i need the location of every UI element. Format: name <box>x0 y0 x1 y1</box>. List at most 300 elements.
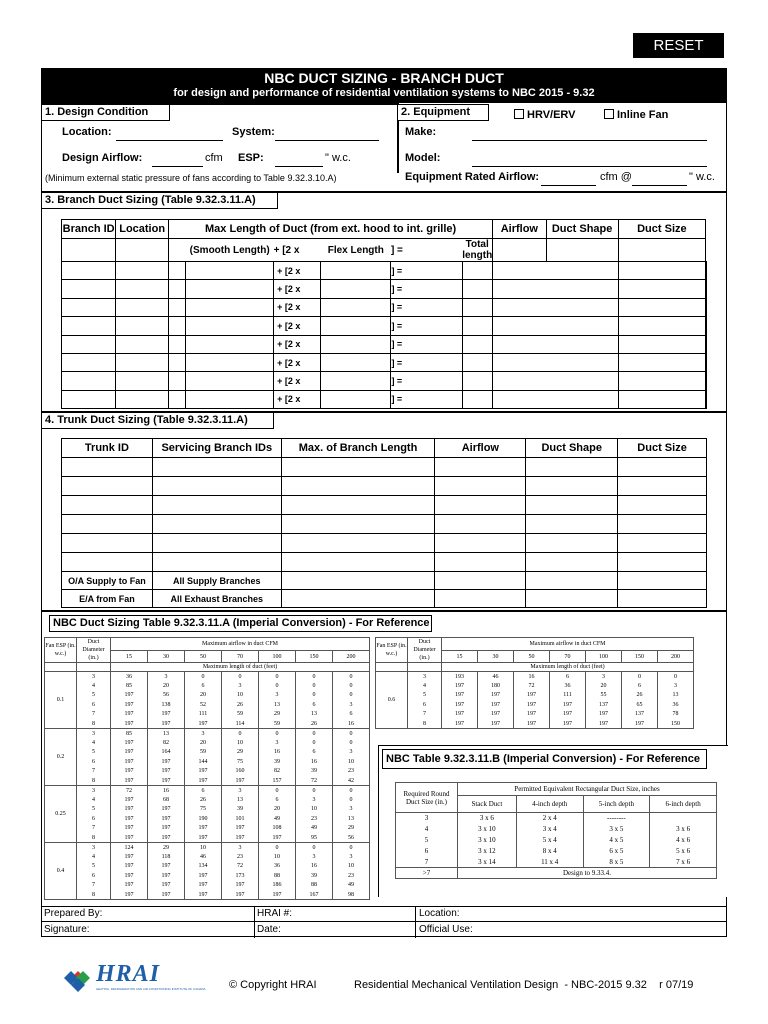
ref-a-cell: 197 <box>185 776 222 786</box>
trunk-cell[interactable] <box>435 458 526 477</box>
ref-b-cell: 3 x 12 <box>458 846 517 857</box>
smooth-length-cell[interactable] <box>186 335 274 353</box>
flex-length-cell[interactable] <box>321 280 391 298</box>
trunk-cell[interactable] <box>435 553 526 572</box>
total-length-cell[interactable] <box>462 335 493 353</box>
smooth-length-cell[interactable] <box>186 353 274 371</box>
ref-a-cell: 3 <box>77 729 111 739</box>
branch-size-cell[interactable] <box>706 298 707 316</box>
header-duct-size: Duct Size <box>618 220 705 239</box>
ref-a-cell: 0 <box>259 672 296 682</box>
ref-a-cell: 20 <box>259 805 296 815</box>
ref-a-cell: 197 <box>148 890 185 900</box>
trunk-oa-shape[interactable] <box>526 572 618 590</box>
ref-a-cell: 164 <box>148 748 185 758</box>
ref-a-cell: 49 <box>296 824 333 834</box>
ref-a-cell: 137 <box>622 710 658 720</box>
ref-a-cell: 95 <box>296 833 333 843</box>
ref-a-cell: 197 <box>586 710 622 720</box>
branch-size-cell[interactable] <box>706 353 707 371</box>
ref-a-cell: 197 <box>442 700 478 710</box>
ref-a-cell: 6 <box>408 700 442 710</box>
ref-a-cell: 29 <box>333 824 370 834</box>
ref-a-cell: 49 <box>259 814 296 824</box>
ref-a-cell: 197 <box>111 805 148 815</box>
ref-a-cell: 3 <box>222 681 259 691</box>
smooth-length-cell[interactable] <box>186 372 274 390</box>
ref-a-cell: 197 <box>111 881 148 891</box>
make-field[interactable] <box>472 140 707 141</box>
branch-size-cell[interactable] <box>706 390 707 408</box>
ref-a-cell: 16 <box>148 786 185 796</box>
ref-a-cell: 82 <box>148 738 185 748</box>
ref-table-b <box>395 782 717 879</box>
ref-a-cell: 5 <box>77 862 111 872</box>
branch-id-cell[interactable] <box>62 298 116 316</box>
model-label: Model: <box>405 152 441 164</box>
ref-a-cell: 197 <box>478 700 514 710</box>
rated-airflow-field[interactable] <box>541 185 596 186</box>
trunk-oa-length[interactable] <box>281 572 435 590</box>
ref-a-cfm-header: 50 <box>514 651 550 663</box>
ref-a-cell: 10 <box>333 862 370 872</box>
branch-id-cell[interactable] <box>62 317 116 335</box>
ref-a-cell: 0 <box>333 681 370 691</box>
subheader-smooth: (Smooth Length) <box>186 239 274 262</box>
ref-a-cell: 0 <box>333 786 370 796</box>
trunk-cell[interactable] <box>526 534 618 553</box>
trunk-oa-size[interactable] <box>618 572 707 590</box>
ref-a-cell: 39 <box>259 757 296 767</box>
branch-id-cell[interactable] <box>62 335 116 353</box>
duct-sizing-form <box>41 68 727 937</box>
trunk-cell[interactable] <box>281 515 435 534</box>
ref-a-cell: 0 <box>296 681 333 691</box>
trunk-cell[interactable] <box>526 458 618 477</box>
location-label: Location: <box>62 126 112 138</box>
trunk-cell[interactable] <box>435 496 526 515</box>
branch-shape-cell[interactable] <box>618 390 705 408</box>
esp-note: (Minimum external static pressure of fans according to Table 9.32.3.10.A) <box>45 173 337 183</box>
hrv-option[interactable] <box>514 109 576 121</box>
inline-fan-option[interactable] <box>604 109 668 121</box>
ref-a-cell: 0 <box>185 672 222 682</box>
ref-a-cell: 85 <box>111 681 148 691</box>
plus-two-cell: + [2 x <box>274 317 321 335</box>
trunk-cell[interactable] <box>526 515 618 534</box>
ref-a-cell: 16 <box>296 862 333 872</box>
ref-a-cell: 197 <box>478 719 514 729</box>
ref-a-cell: 36 <box>111 672 148 682</box>
branch-airflow-cell[interactable] <box>493 353 619 371</box>
trunk-cell[interactable] <box>62 477 153 496</box>
doc-reference: Residential Mechanical Ventilation Design - NBC-2015 9.32 r 07/19 <box>354 979 694 991</box>
ref-b-design-to: Design to 9.33.4. <box>458 868 717 879</box>
ref-a-cell: 197 <box>550 700 586 710</box>
branch-location-cell[interactable] <box>116 390 169 408</box>
ref-a-cell: 197 <box>148 824 185 834</box>
ref-a-cell: 3 <box>296 795 333 805</box>
branch-airflow-cell[interactable] <box>493 280 619 298</box>
ref-table-a-left <box>44 637 370 900</box>
system-field[interactable] <box>275 140 379 141</box>
ref-a-cell: 197 <box>148 757 185 767</box>
ref-a-cell: 0 <box>333 672 370 682</box>
branch-shape-cell[interactable] <box>618 298 705 316</box>
trunk-cell[interactable] <box>281 496 435 515</box>
trunk-cell[interactable] <box>526 496 618 515</box>
ref-a-cell: 10 <box>222 738 259 748</box>
ref-a-length-header: Maximum length of duct (feet) <box>442 663 694 672</box>
ref-a-cell: 3 <box>259 691 296 701</box>
flex-length-cell[interactable] <box>321 353 391 371</box>
trunk-cell[interactable] <box>152 477 281 496</box>
ref-a-cell: 39 <box>222 805 259 815</box>
branch-blank-cell <box>169 298 186 316</box>
esp-field[interactable] <box>275 166 323 167</box>
ref-a-cell: 3 <box>222 843 259 853</box>
ref-a-cell: 197 <box>478 691 514 701</box>
ref-b-cell: 3 x 6 <box>458 813 517 824</box>
ref-a-cell: 39 <box>296 871 333 881</box>
ref-a-cell: 197 <box>111 862 148 872</box>
ref-a-row <box>45 881 370 891</box>
ref-a-cell: 197 <box>442 691 478 701</box>
inline-fan-checkbox[interactable] <box>604 109 614 119</box>
ref-a-cell: 6 <box>77 700 111 710</box>
flex-length-cell[interactable] <box>321 390 391 408</box>
ref-a-cell: 16 <box>259 748 296 758</box>
trunk-cell[interactable] <box>152 496 281 515</box>
branch-shape-cell[interactable] <box>618 372 705 390</box>
trunk-ea-shape[interactable] <box>526 590 618 608</box>
ref-a-cell: 26 <box>622 691 658 701</box>
ref-a-cell: 150 <box>658 719 694 729</box>
cfm-unit: cfm <box>205 152 223 164</box>
ref-a-cell: 193 <box>442 672 478 682</box>
plus-two-cell: + [2 x <box>274 280 321 298</box>
ref-b-row <box>396 846 717 857</box>
branch-row <box>62 372 707 390</box>
branch-size-cell[interactable] <box>706 280 707 298</box>
ref-a-cell: 197 <box>442 719 478 729</box>
trunk-cell[interactable] <box>618 553 707 572</box>
total-length-cell[interactable] <box>462 372 493 390</box>
total-length-cell[interactable] <box>462 353 493 371</box>
ref-a-cell: 23 <box>296 814 333 824</box>
smooth-length-cell[interactable] <box>186 262 274 280</box>
branch-row <box>62 335 707 353</box>
trunk-cell[interactable] <box>618 477 707 496</box>
ref-a-cell: 3 <box>77 672 111 682</box>
ref-a-cell: 3 <box>296 852 333 862</box>
equals-cell: ] = <box>391 372 462 390</box>
ref-a-cell: 0 <box>333 795 370 805</box>
system-label: System: <box>232 126 275 138</box>
ref-a-row <box>45 862 370 872</box>
ref-a-cell: 197 <box>550 710 586 720</box>
smooth-length-cell[interactable] <box>186 317 274 335</box>
trunk-ea-length[interactable] <box>281 590 435 608</box>
ref-a-cell: 197 <box>111 691 148 701</box>
ref-b-cell: 7 <box>396 857 458 868</box>
ref-a-cell: 197 <box>111 871 148 881</box>
ref-a-cell: 46 <box>478 672 514 682</box>
branch-airflow-cell[interactable] <box>493 317 619 335</box>
ref-a-cell: 197 <box>148 881 185 891</box>
ref-a-cell: 137 <box>586 700 622 710</box>
trunk-cell[interactable] <box>281 553 435 572</box>
ref-a-cell: 0 <box>333 691 370 701</box>
ref-a-cfm-header: 15 <box>442 651 478 663</box>
ref-a-cell: 56 <box>333 833 370 843</box>
trunk-cell[interactable] <box>152 553 281 572</box>
ref-a-cell: 26 <box>185 795 222 805</box>
trunk-cell[interactable] <box>281 477 435 496</box>
flex-length-cell[interactable] <box>321 298 391 316</box>
ref-b-cell: 8 x 4 <box>516 846 583 857</box>
ref-a-esp-cell: 0.6 <box>376 672 408 729</box>
ref-a-cell: 23 <box>333 767 370 777</box>
ref-a-cell: 197 <box>148 814 185 824</box>
cfm-at-label: cfm @ <box>600 171 632 183</box>
branch-id-cell[interactable] <box>62 280 116 298</box>
ref-a-cell: 197 <box>111 824 148 834</box>
ref-a-cell: 7 <box>77 824 111 834</box>
branch-shape-cell[interactable] <box>618 262 705 280</box>
design-airflow-field[interactable] <box>152 166 203 167</box>
ref-a-cell: 4 <box>77 852 111 862</box>
ref-a-row <box>45 672 370 682</box>
ref-a-cell: 3 <box>185 729 222 739</box>
trunk-cell[interactable] <box>281 458 435 477</box>
trunk-cell[interactable] <box>152 458 281 477</box>
ref-a-cell: 36 <box>550 681 586 691</box>
total-length-cell[interactable] <box>462 317 493 335</box>
ref-a-row <box>45 805 370 815</box>
branch-id-cell[interactable] <box>62 353 116 371</box>
ref-a-cell: 197 <box>148 710 185 720</box>
ref-a-cell: 0 <box>296 738 333 748</box>
ref-a-cell: 13 <box>296 710 333 720</box>
ref-b-col-4in: 4-inch depth <box>516 796 583 813</box>
smooth-length-cell[interactable] <box>186 390 274 408</box>
branch-size-cell[interactable] <box>706 335 707 353</box>
branch-shape-cell[interactable] <box>618 353 705 371</box>
ref-a-cell: 197 <box>148 719 185 729</box>
ref-a-cell: 52 <box>185 700 222 710</box>
smooth-length-cell[interactable] <box>186 280 274 298</box>
rated-airflow-label: Equipment Rated Airflow: <box>405 171 540 183</box>
ref-a-cell: 0 <box>296 786 333 796</box>
trunk-ea-airflow[interactable] <box>435 590 526 608</box>
ref-a-cell: 55 <box>586 691 622 701</box>
ref-b-required-header: Required Round Duct Size (in.) <box>396 783 458 813</box>
ref-a-cell: 13 <box>222 795 259 805</box>
ref-a-cell: 59 <box>222 710 259 720</box>
section-equipment: 2. Equipment <box>397 104 489 121</box>
branch-location-cell[interactable] <box>116 335 169 353</box>
ref-b-cell: 6 <box>396 846 458 857</box>
ref-a-cell: 197 <box>442 710 478 720</box>
trunk-cell[interactable] <box>281 534 435 553</box>
rated-esp-field[interactable] <box>632 185 687 186</box>
branch-location-cell[interactable] <box>116 372 169 390</box>
location-field[interactable] <box>116 140 223 141</box>
ref-a-cell: 13 <box>333 814 370 824</box>
ref-a-row <box>45 814 370 824</box>
ref-b-cell: -------- <box>583 813 650 824</box>
branch-shape-cell[interactable] <box>618 280 705 298</box>
flex-length-cell[interactable] <box>321 317 391 335</box>
ref-a-cell: 26 <box>222 700 259 710</box>
ref-a-cell: 13 <box>658 691 694 701</box>
branch-id-cell[interactable] <box>62 390 116 408</box>
ref-a-cell: 29 <box>259 710 296 720</box>
branch-shape-cell[interactable] <box>618 335 705 353</box>
branch-location-cell[interactable] <box>116 262 169 280</box>
branch-size-cell[interactable] <box>706 262 707 280</box>
trunk-cell[interactable] <box>526 553 618 572</box>
trunk-oa-airflow[interactable] <box>435 572 526 590</box>
trunk-header-airflow: Airflow <box>435 439 526 458</box>
ref-a-cell: 111 <box>550 691 586 701</box>
ref-a-cell: 4 <box>77 738 111 748</box>
ref-a-cell: 3 <box>259 738 296 748</box>
branch-location-cell[interactable] <box>116 353 169 371</box>
reset-button[interactable]: RESET <box>633 33 724 58</box>
model-field[interactable] <box>472 166 707 167</box>
branch-row <box>62 298 707 316</box>
ref-a-row <box>45 776 370 786</box>
trunk-cell[interactable] <box>526 477 618 496</box>
branch-airflow-cell[interactable] <box>493 390 619 408</box>
smooth-length-cell[interactable] <box>186 298 274 316</box>
ref-b-cell: 3 <box>396 813 458 824</box>
flex-length-cell[interactable] <box>321 335 391 353</box>
ref-a-cell: 42 <box>333 776 370 786</box>
ref-a-row <box>45 871 370 881</box>
ref-a-cell: 197 <box>111 833 148 843</box>
branch-location-cell[interactable] <box>116 317 169 335</box>
ref-a-esp-cell: 0.1 <box>45 672 77 729</box>
trunk-duct-table <box>61 438 707 608</box>
branch-row <box>62 317 707 335</box>
ref-a-cell: 3 <box>586 672 622 682</box>
ref-a-cfm-header: 30 <box>148 651 185 663</box>
ref-a-cell: 197 <box>111 700 148 710</box>
ref-a-cell: 3 <box>148 672 185 682</box>
branch-shape-cell[interactable] <box>618 317 705 335</box>
ref-a-cell: 197 <box>222 890 259 900</box>
ref-a-cell: 16 <box>514 672 550 682</box>
ref-a-cell: 13 <box>148 729 185 739</box>
branch-id-cell[interactable] <box>62 372 116 390</box>
ref-b-cell: 8 x 5 <box>583 857 650 868</box>
branch-row <box>62 262 707 280</box>
ref-b-cell: 3 x 6 <box>650 824 717 835</box>
trunk-cell[interactable] <box>62 553 153 572</box>
ref-a-cell: 0 <box>333 738 370 748</box>
trunk-cell[interactable] <box>435 477 526 496</box>
trunk-cell[interactable] <box>62 496 153 515</box>
ref-a-esp-cell: 0.4 <box>45 843 77 900</box>
ref-a-cell: 124 <box>111 843 148 853</box>
trunk-cell[interactable] <box>618 534 707 553</box>
trunk-cell[interactable] <box>152 515 281 534</box>
ref-a-cell: 75 <box>185 805 222 815</box>
trunk-ea-label: E/A from Fan <box>62 590 153 608</box>
ref-a-cell: 101 <box>222 814 259 824</box>
ref-a-cell: 3 <box>408 672 442 682</box>
ref-a-cell: 197 <box>514 719 550 729</box>
ref-a-cell: 3 <box>333 700 370 710</box>
branch-location-cell[interactable] <box>116 280 169 298</box>
trunk-cell[interactable] <box>618 458 707 477</box>
trunk-header-id: Trunk ID <box>62 439 153 458</box>
trunk-cell[interactable] <box>62 458 153 477</box>
ref-a-cell: 6 <box>259 795 296 805</box>
branch-size-cell[interactable] <box>706 317 707 335</box>
ref-a-row <box>45 852 370 862</box>
ref-a-cell: 3 <box>333 805 370 815</box>
total-length-cell[interactable] <box>462 280 493 298</box>
trunk-cell[interactable] <box>435 515 526 534</box>
branch-airflow-cell[interactable] <box>493 298 619 316</box>
ref-a-cell: 72 <box>111 786 148 796</box>
branch-size-cell[interactable] <box>706 372 707 390</box>
trunk-header-length: Max. of Branch Length <box>281 439 435 458</box>
ref-a-cell: 5 <box>77 691 111 701</box>
ref-a-row <box>376 719 694 729</box>
subheader-eq: ] = <box>391 239 462 262</box>
ref-a-cell: 10 <box>185 843 222 853</box>
ref-b-cell: 4 <box>396 824 458 835</box>
flex-length-cell[interactable] <box>321 372 391 390</box>
branch-airflow-cell[interactable] <box>493 262 619 280</box>
trunk-cell[interactable] <box>62 534 153 553</box>
trunk-cell[interactable] <box>435 534 526 553</box>
trunk-cell[interactable] <box>152 534 281 553</box>
header-duct-shape: Duct Shape <box>546 220 618 239</box>
ref-a-row <box>45 729 370 739</box>
flex-length-cell[interactable] <box>321 262 391 280</box>
total-length-cell[interactable] <box>462 262 493 280</box>
branch-blank-cell <box>169 372 186 390</box>
total-length-cell[interactable] <box>462 298 493 316</box>
branch-id-cell[interactable] <box>62 262 116 280</box>
branch-airflow-cell[interactable] <box>493 335 619 353</box>
trunk-ea-size[interactable] <box>618 590 707 608</box>
hrv-checkbox[interactable] <box>514 109 524 119</box>
hrai-label: HRAI #: <box>257 908 293 919</box>
ref-a-cell: 197 <box>111 738 148 748</box>
hrai-logo <box>62 961 206 995</box>
branch-location-cell[interactable] <box>116 298 169 316</box>
ref-a-cell: 197 <box>222 881 259 891</box>
ref-a-cell: 173 <box>222 871 259 881</box>
trunk-cell[interactable] <box>62 515 153 534</box>
ref-a-cell: 0 <box>296 691 333 701</box>
ref-a-row <box>45 748 370 758</box>
trunk-cell[interactable] <box>618 496 707 515</box>
total-length-cell[interactable] <box>462 390 493 408</box>
ref-a-airflow-header: Maximum airflow in duct CFM <box>111 638 370 651</box>
trunk-cell[interactable] <box>618 515 707 534</box>
branch-airflow-cell[interactable] <box>493 372 619 390</box>
trunk-oa-label: O/A Supply to Fan <box>62 572 153 590</box>
ref-a-cell: 0 <box>259 681 296 691</box>
